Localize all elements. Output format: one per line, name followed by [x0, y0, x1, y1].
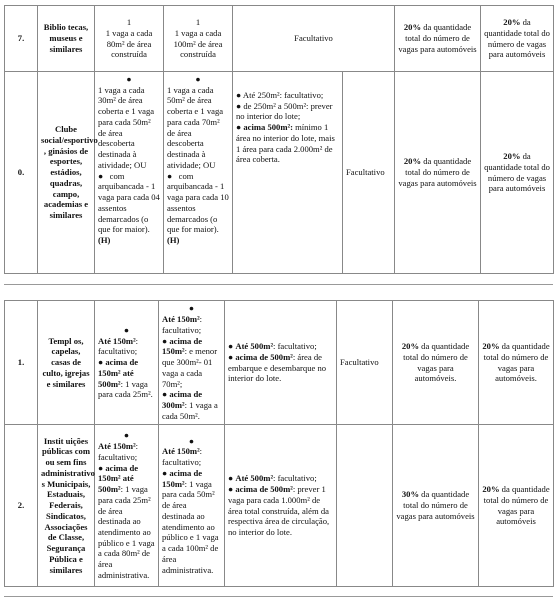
row-number: 0.: [5, 72, 38, 274]
bullet-icon: ●: [98, 170, 104, 181]
requirement-a: ● Até 150m²: facultativo; ● acima de 150m² até 500m²: 1 vaga para cada 25m².: [95, 301, 159, 425]
facultativo-cell: Facultativo: [343, 72, 395, 274]
bullet-icon: ●: [162, 467, 168, 478]
requirement-a: 1 1 vaga a cada 80m² de área construída: [95, 6, 164, 72]
requirement-a: ● Até 150m²: facultativo; ● acima de 150m² até 500m²: 1 vaga para cada 25m² de área destinada ao atendimento ao público e 1 vaga a cada 80m² de área administrativa.: [95, 425, 159, 587]
pct-cell: 20% da quantidade total do número de vagas para automóveis: [395, 6, 481, 72]
bullet-icon: ●: [236, 90, 242, 100]
requirement-a: ● 1 vaga a cada 30m² de área coberta e 1 vaga para cada 50m² de área descoberta destinada à atividade; OU ● com arquibancada - 1 vaga para cada 04 assentos demarcados (o que for maior). (H): [95, 72, 164, 274]
bullet-icon: ●: [98, 462, 104, 473]
pct-cell-2: 20% da quantidade total do número de vagas para automóveis.: [479, 301, 554, 425]
facultativo-cell: Facultativo: [337, 301, 393, 425]
bullet-icon: ●: [123, 430, 130, 441]
bullet-icon: ●: [228, 351, 234, 362]
use-category: Templ os, capelas, casas de culto, igrejas e similares: [38, 301, 95, 425]
bullet-icon: ●: [167, 170, 173, 181]
requirement-b: ● Até 150m²: facultativo; ● acima de 150m²: e menor que 300m²- 01 vaga a cada 70m²; ● acima de 300m²: 1 vaga a cada 50m².: [159, 301, 225, 425]
pct-cell-2: 20% da quantidade total do número de vagas para automóveis: [479, 425, 554, 587]
parking-table-part2: [4, 300, 554, 587]
bullet-icon: ●: [228, 484, 234, 495]
requirement-b: 1 1 vaga a cada 100m² de área construída: [164, 6, 233, 72]
bullet-icon: ●: [188, 303, 195, 314]
bullet-icon: ●: [98, 357, 104, 368]
loading-area: ● Até 500m²: facultativo; ● acima de 500m²: prever 1 vaga para cada 1.000m² de área total construída, além da respectiva área de circulação, no interior do lote.: [225, 425, 337, 587]
requirement-b: ● Até 150m²: facultativo; ● acima de 150m²: 1 vaga para cada 50m² de área destinada ao atendimento ao público e 1 vaga a cada 100m² de área administrativa.: [159, 425, 225, 587]
loading-area: ● Até 500m²: facultativo; ● acima de 500m²: área de embarque e desembarque no interior do lote.: [225, 301, 337, 425]
row-number: 1.: [5, 301, 38, 425]
table-row-2: [5, 425, 554, 587]
use-category: Instit uições públicas com ou sem fins administrativo s Municipais, Estaduais, Federais, Sindicatos, Associações de Classe, Segurança Pública e similares: [38, 425, 95, 587]
loading-area: ● Até 250m²: facultativo; ● de 250m² a 500m²: prever no interior do lote; ● acima 500m²: mínimo 1 área no interior do lote, mais 1 área para cada 2.000m² de área coberta.: [233, 72, 343, 274]
use-category: Clube social/esportivo , ginásios de esportes, estádios, quadras, campo, academias e similares: [38, 72, 95, 274]
bullet-icon: ●: [126, 74, 132, 84]
facultativo-cell: Facultativo: [233, 6, 395, 72]
table-row-0: [5, 72, 554, 274]
page-break-line: [4, 284, 553, 285]
requirement-b: ● 1 vaga a cada 50m² de área coberta e 1 vaga para cada 70m² de área descoberta destinada à atividade; OU ● com arquibancada - 1 vaga para cada 10 assentos demarcados (o que for maior). (H): [164, 72, 233, 274]
bullet-icon: ●: [195, 74, 201, 84]
pct-cell-2: 20% da quantidade total do número de vagas para automóveis: [481, 72, 554, 274]
table-row-1: [5, 301, 554, 425]
bullet-icon: ●: [236, 122, 242, 133]
pct-cell-2: 20% da quantidade total do número de vagas para automóveis: [481, 6, 554, 72]
bullet-icon: ●: [162, 335, 168, 346]
bullet-icon: ●: [162, 389, 168, 400]
empty-cell: [337, 425, 393, 587]
page-break-line: [4, 596, 553, 597]
row-number: 2.: [5, 425, 38, 587]
pct-cell: 20% da quantidade total do número de vagas para automóveis.: [393, 301, 479, 425]
parking-table-part1: [4, 5, 554, 274]
bullet-icon: ●: [123, 324, 130, 335]
bullet-icon: ●: [188, 435, 195, 446]
bullet-icon: ●: [228, 473, 234, 484]
bullet-icon: ●: [228, 341, 234, 352]
use-category: Biblio tecas, museus e similares: [38, 6, 95, 72]
pct-cell: 30% da quantidade total do número de vagas para automóveis: [393, 425, 479, 587]
bullet-icon: ●: [236, 100, 242, 111]
table-row-7: [5, 6, 554, 72]
row-number: 7.: [5, 6, 38, 72]
pct-cell: 20% da quantidade total do número de vagas para automóveis: [395, 72, 481, 274]
